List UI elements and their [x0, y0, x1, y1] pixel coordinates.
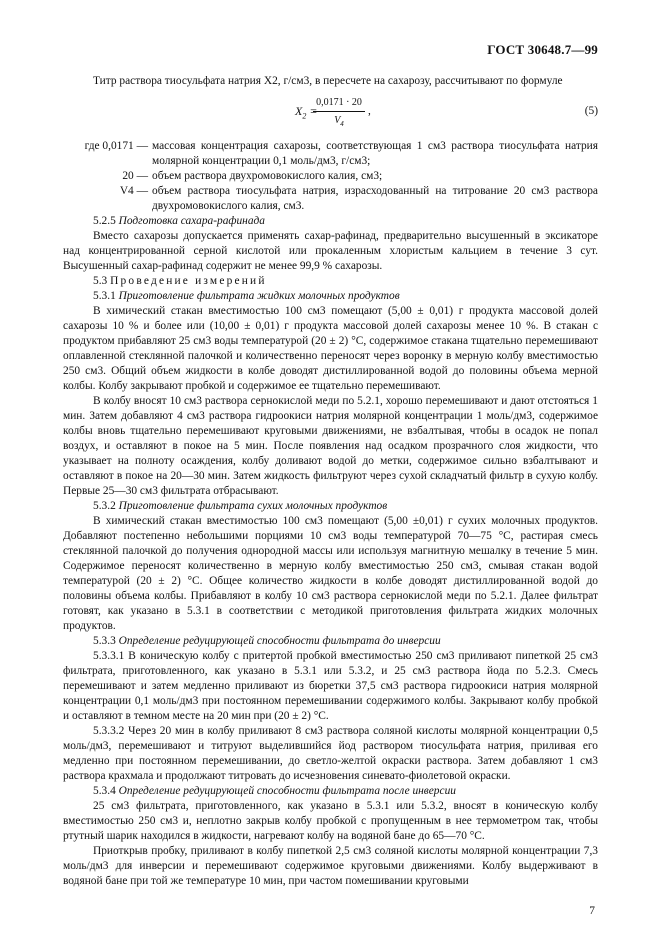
formula-denominator: $V_4$ — [334, 115, 344, 128]
formula-intro: Титр раствора тиосульфата натрия X2, г/см3, в пересчете на сахарозу, рассчитывают по формуле — [93, 75, 563, 87]
formula-fraction — [313, 95, 365, 132]
definition-item: V4 — объем раствора тиосульфата натрия, израсходованный на титрование 20 см3 раствора двухромовокислого калия, см3. — [119, 185, 598, 212]
paragraph: Приоткрыв пробку, приливают в колбу пипеткой 2,5 см3 соляной кислоты молярной концентрации 7,3 моль/дм3 для инверсии и перемешивают содержимое круговыми движениями. Колбу выдерживают в водяной бане при той же температуре 10 мин, при частом помешивании круговыми — [63, 845, 598, 887]
section-heading: 5.2.5 Подготовка сахара-рафинада — [93, 215, 265, 227]
section-heading: 5.3 Проведение измерений — [93, 275, 267, 287]
paragraph: В химический стакан вместимостью 100 см3 помещают (5,00 ± 0,01) г продукта массовой долей сахарозы 10 % и более или (10,00 ± 0,01) г продукта массовой долей сахарозы менее 10 %. В стакан с продуктом прибавляют 25 см3 воды температурой (20 ± 2) °С, содержимое стакана тщательно перемешивают оплавленной стеклянной палочкой и количественно переносят через воронку в мерную колбу вместимостью 250 см3. Общий объем жидкости в колбе доводят дистиллированной водой до половины объема мерной колбы. Колбу закрывают пробкой и содержимое ее тщательно перемешивают. — [63, 305, 598, 392]
formula-5 — [63, 95, 598, 129]
formula-definitions — [63, 139, 598, 214]
document-body — [63, 74, 598, 889]
definition-item: 20 — объем раствора двухромовокислого калия, см3; — [122, 170, 383, 182]
formula-comma: , — [368, 105, 371, 117]
paragraph: В колбу вносят 10 см3 раствора сернокислой меди по 5.2.1, хорошо перемешивают и дают отстояться 1 мин. Затем добавляют 4 см3 раствора гидроокиси натрия молярной концентрации 1 моль/дм3, содержимое колбы вновь тщательно перемешивают круговыми движениями, не взбалтывая, чтобы в осадок не попал воздух, и оставляют в покое на 5 мин. После появления над осадком прозрачного слоя жидкости, что указывает на полноту осаждения, колбу доливают водой до метки, содержимое сильно взбалтывают и оставляют в покое на 20—30 мин. Затем жидкость фильтруют через сухой складчатый фильтр в сухую колбу. Первые 25—30 см3 фильтрата отбрасывают. — [63, 395, 598, 497]
formula-lhs: $X_2$ = — [295, 104, 318, 121]
page-number: 7 — [589, 905, 595, 917]
section-heading: 5.3.4 Определение редуцирующей способности фильтрата после инверсии — [93, 785, 456, 797]
document-header: ГОСТ 30648.7—99 — [487, 42, 598, 57]
section-heading: 5.3.2 Приготовление фильтрата сухих молочных продуктов — [93, 500, 388, 512]
paragraph: 5.3.3.2 Через 20 мин в колбу приливают 8 см3 раствора соляной кислоты молярной концентрации 0,5 моль/дм3, перемешивают и титруют выделившийся йод раствором тиосульфата натрия, приливая его медленно при постоянном перемешивании, до светло-желтой окраски раствора. Затем добавляют 1 см3 раствора крахмала и продолжают титровать до исчезновения синевато-фиолетовой окраски. — [63, 725, 598, 782]
section-heading: 5.3.3 Определение редуцирующей способности фильтрата до инверсии — [93, 635, 441, 647]
formula-number: (5) — [584, 105, 598, 117]
paragraph: 5.3.3.1 В коническую колбу с притертой пробкой вместимостью 250 см3 приливают пипеткой 25 см3 фильтрата, приготовленного, как указано в 5.3.1 или 5.3.2, и 25 см3 раствора йода по 5.2.3. Смесь перемешивают и затем медленно приливают из бюретки 37,5 см3 раствора гидроокиси натрия молярной концентрации 0,1 моль/дм3 при постоянном перемешивании содержимого колбы. Закрывают колбу пробкой и оставляют в темном месте на 20 мин при (20 ± 2) °С. — [63, 650, 598, 722]
formula-numerator: 0,0171 · 20 — [313, 95, 365, 112]
paragraph: Вместо сахарозы допускается применять сахар-рафинад, предварительно высушенный в эксикаторе над концентрированной серной кислотой или прокаленным хлористым кальцием в течение 3 сут. Высушенный сахар-рафинад содержит не менее 99,9 % сахарозы. — [63, 230, 598, 272]
paragraph: В химический стакан вместимостью 100 см3 помещают (5,00 ±0,01) г сухих молочных продуктов. Добавляют постепенно небольшими порциями 10 см3 воды температурой 70—75 °С, растирая смесь стеклянной палочкой до получения однородной массы или используя магнитную мешалку в течение 5 мин. Содержимое переносят количественно в мерную колбу вместимостью 250 см3, смывая стакан водой температурой (20 ± 2) °С. Общее количество жидкости в колбе доводят дистиллированной водой до половины объема колбы. Прибавляют в колбу 10 см3 раствора сернокислой меди по 5.2.1. Далее фильтрат готовят, как указано в 5.3.1 в соответствии с методикой приготовления фильтрата жидких молочных продуктов. — [63, 515, 598, 632]
section-heading: 5.3.1 Приготовление фильтрата жидких молочных продуктов — [93, 290, 400, 302]
paragraph: 25 см3 фильтрата, приготовленного, как указано в 5.3.1 или 5.3.2, вносят в коническую колбу вместимостью 250 см3 и, неплотно закрыв колбу пробкой с пропущенным в нее термометром так, чтобы ртутный шарик находился в жидкости, нагревают колбу на водяной бане до 65—70 °С. — [63, 800, 598, 842]
definition-item: где 0,0171 — массовая концентрация сахарозы, соответствующая 1 см3 раствора тиосульфата натрия молярной концентрации 0,1 моль/дм3, г/см3; — [84, 140, 598, 167]
